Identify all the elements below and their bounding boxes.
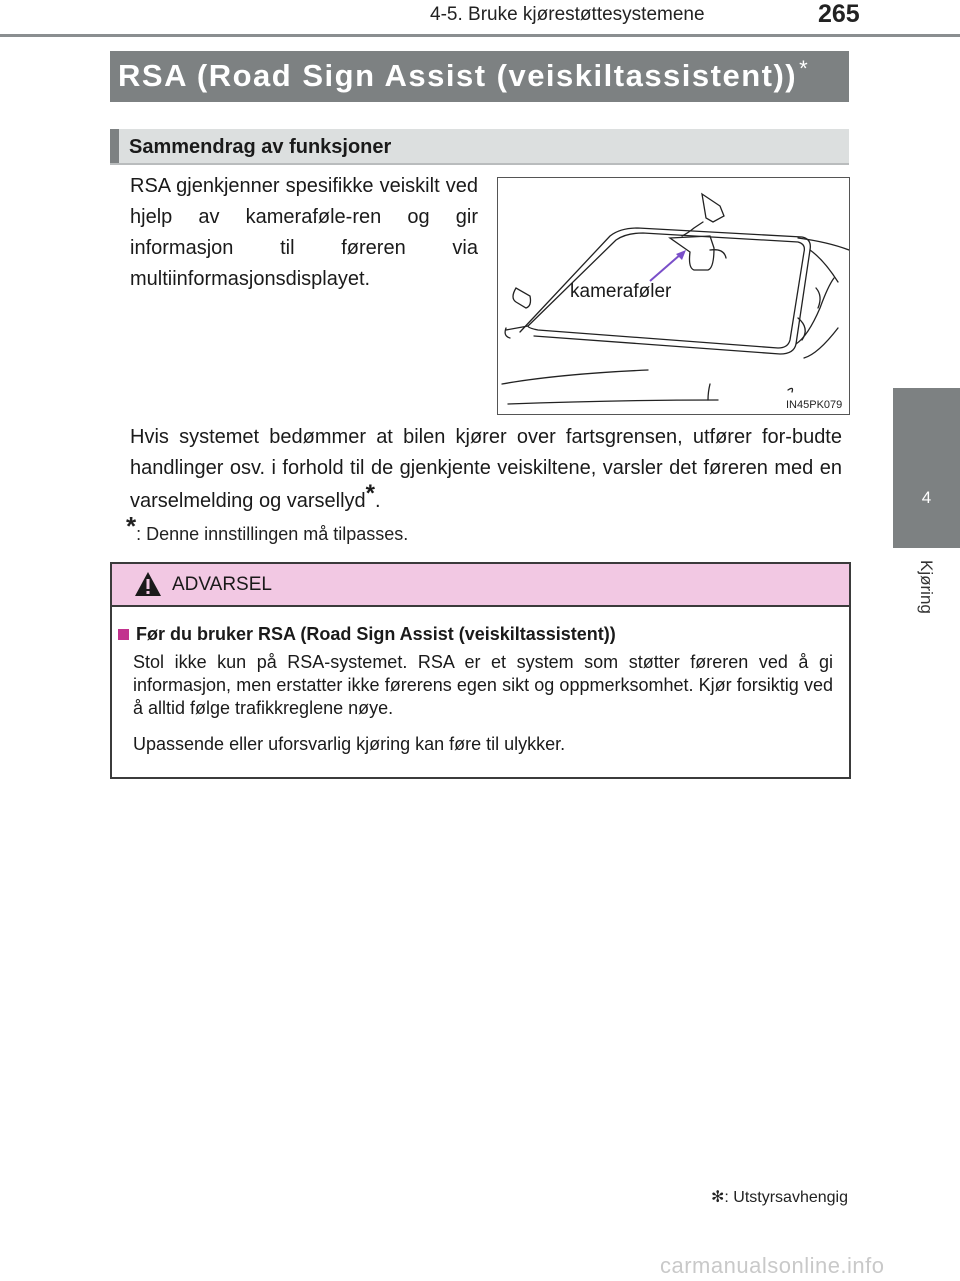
- figure-code: IN45PK079: [786, 399, 843, 411]
- square-bullet-icon: [118, 629, 129, 640]
- warning-subheading-text: Før du bruker RSA (Road Sign Assist (veiskiltassistent)): [136, 624, 616, 644]
- warning-paragraph-1: Stol ikke kun på RSA-systemet. RSA er et system som støtter føreren ved å gi informasjon, men erstatter ikke førerens egen sikt og oppmerksomhet. Kjør forsiktig ved å alltid følge trafikkreglene nøye.: [133, 652, 833, 718]
- page-number: 265: [818, 0, 860, 28]
- overspeed-period: .: [375, 490, 381, 512]
- windshield-illustration: [497, 177, 850, 415]
- header-section-title: 4-5. Bruke kjørestøttesystemene: [430, 4, 705, 25]
- chapter-tab: [893, 388, 960, 548]
- watermark: carmanualsonline.info: [660, 1253, 885, 1278]
- overspeed-paragraph: [130, 422, 842, 517]
- header-rule: [0, 34, 960, 37]
- warning-box: [110, 562, 851, 779]
- intro-paragraph: RSA gjenkjenner spesifikke veiskilt ved hjelp av kameraføle-ren og gir informasjon til føreren via multiinformasjonsdisplayet.: [130, 175, 478, 290]
- equipment-marker: *: [799, 56, 810, 81]
- warning-header: [112, 564, 849, 607]
- warning-triangle-icon: [134, 571, 162, 597]
- chapter-label-wrapper: [897, 560, 957, 640]
- section-title-text: RSA (Road Sign Assist (veiskiltassistent)): [118, 58, 798, 93]
- section-title-bar: [110, 51, 849, 102]
- equipment-footnote: ✻: Utstyrsavhengig: [710, 1189, 848, 1206]
- warning-paragraph-2: Upassende eller uforsvarlig kjøring kan føre til ulykker.: [133, 734, 566, 754]
- subsection-bar: [110, 129, 849, 165]
- subsection-accent: [110, 129, 119, 163]
- subsection-title: Sammendrag av funksjoner: [129, 136, 392, 158]
- footnote-marker: *: [126, 511, 137, 541]
- camera-sensor-label: kameraføler: [570, 281, 672, 302]
- chapter-number: 4: [921, 488, 932, 507]
- warning-title: ADVARSEL: [172, 574, 272, 595]
- section-title: [118, 58, 809, 94]
- windshield-drawing: [498, 178, 849, 414]
- chapter-label: Kjøring: [917, 560, 936, 614]
- overspeed-text: Hvis systemet bedømmer at bilen kjører over fartsgrensen, utfører for-budte handlinger osv. i forhold til de gjenkjente veiskiltene, varsler det føreren med en varselmelding og varsellyd: [130, 426, 842, 512]
- customization-marker: *: [365, 480, 376, 507]
- footnote-text: : Denne innstillingen må tilpasses.: [136, 524, 409, 544]
- warning-subheading: [118, 624, 616, 645]
- customization-footnote: [126, 511, 409, 547]
